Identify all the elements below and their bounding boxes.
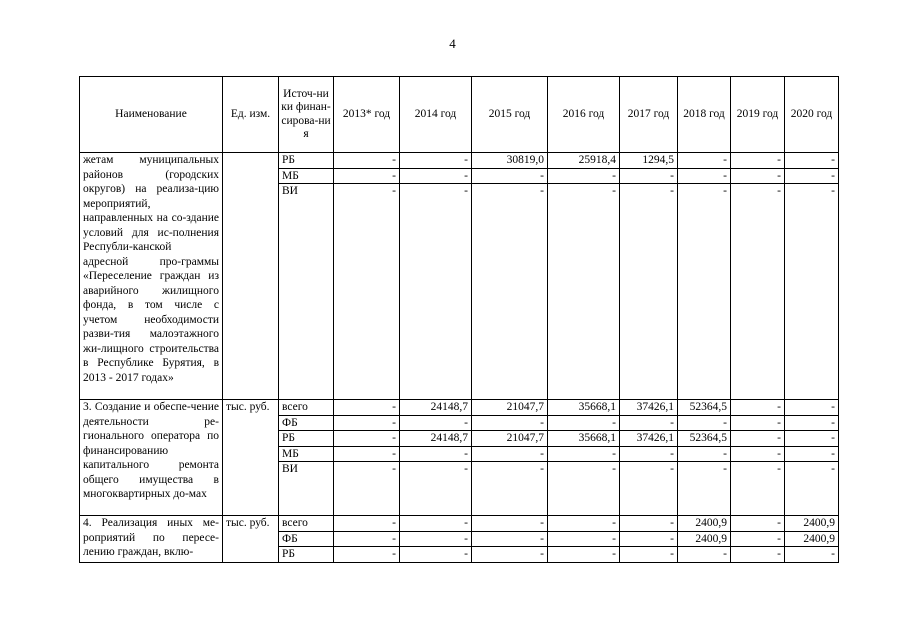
row-source: РБ <box>279 431 334 447</box>
cell-2020: - <box>785 168 839 184</box>
row-source: МБ <box>279 446 334 462</box>
cell-2020: - <box>785 153 839 169</box>
cell-2014: - <box>400 462 472 516</box>
cell-2019: - <box>731 168 785 184</box>
row-source: всего <box>279 516 334 532</box>
header-row <box>80 77 839 153</box>
cell-2018: - <box>678 168 731 184</box>
row-source: ВИ <box>279 184 334 400</box>
header-year-2015: 2015 год <box>472 77 548 153</box>
cell-2015: 21047,7 <box>472 400 548 416</box>
cell-2015: 21047,7 <box>472 431 548 447</box>
header-year-2017: 2017 год <box>620 77 678 153</box>
cell-2020: - <box>785 547 839 563</box>
cell-2019: - <box>731 547 785 563</box>
header-year-2018: 2018 год <box>678 77 731 153</box>
cell-2013: - <box>334 168 400 184</box>
header-year-2019: 2019 год <box>731 77 785 153</box>
cell-2016: 35668,1 <box>548 431 620 447</box>
cell-2014: - <box>400 415 472 431</box>
cell-2019: - <box>731 400 785 416</box>
cell-2015: - <box>472 415 548 431</box>
row-source: ВИ <box>279 462 334 516</box>
cell-2015: - <box>472 547 548 563</box>
cell-2017: - <box>620 168 678 184</box>
row-source: ФБ <box>279 415 334 431</box>
cell-2015: - <box>472 168 548 184</box>
cell-2020: - <box>785 400 839 416</box>
cell-2015: - <box>472 446 548 462</box>
cell-2018: 52364,5 <box>678 431 731 447</box>
row-unit <box>223 153 279 400</box>
cell-2018: 52364,5 <box>678 400 731 416</box>
cell-2013: - <box>334 516 400 532</box>
row-source: РБ <box>279 547 334 563</box>
cell-2014: - <box>400 547 472 563</box>
cell-2014: - <box>400 516 472 532</box>
cell-2016: - <box>548 446 620 462</box>
cell-2019: - <box>731 184 785 400</box>
cell-2016: - <box>548 462 620 516</box>
cell-2014: - <box>400 531 472 547</box>
cell-2013: - <box>334 184 400 400</box>
row-source: всего <box>279 400 334 416</box>
header-year-2013: 2013* год <box>334 77 400 153</box>
cell-2018: - <box>678 547 731 563</box>
cell-2015: - <box>472 184 548 400</box>
header-year-2020: 2020 год <box>785 77 839 153</box>
header-year-2016: 2016 год <box>548 77 620 153</box>
cell-2017: - <box>620 516 678 532</box>
cell-2020: 2400,9 <box>785 516 839 532</box>
cell-2018: - <box>678 446 731 462</box>
cell-2019: - <box>731 531 785 547</box>
cell-2014: - <box>400 168 472 184</box>
cell-2016: - <box>548 516 620 532</box>
header-unit: Ед. изм. <box>223 77 279 153</box>
cell-2017: 1294,5 <box>620 153 678 169</box>
cell-2014: 24148,7 <box>400 400 472 416</box>
cell-2014: - <box>400 184 472 400</box>
row-unit: тыс. руб. <box>223 400 279 516</box>
cell-2013: - <box>334 531 400 547</box>
table-row <box>80 153 839 169</box>
cell-2017: - <box>620 531 678 547</box>
cell-2018: - <box>678 184 731 400</box>
cell-2016: - <box>548 184 620 400</box>
cell-2013: - <box>334 446 400 462</box>
cell-2014: - <box>400 153 472 169</box>
cell-2017: 37426,1 <box>620 431 678 447</box>
cell-2017: 37426,1 <box>620 400 678 416</box>
cell-2019: - <box>731 153 785 169</box>
page-number: 4 <box>449 36 456 51</box>
cell-2016: - <box>548 415 620 431</box>
cell-2014: - <box>400 446 472 462</box>
row-name: 4. Реализация иных ме-роприятий по пересе-лению граждан, вклю- <box>80 516 223 563</box>
budget-table <box>79 76 839 563</box>
cell-2016: 25918,4 <box>548 153 620 169</box>
cell-2020: - <box>785 415 839 431</box>
row-name: 3. Создание и обеспе-чение деятельности ре-гионального оператора по финансированию капитального ремонта общего имущества в многоквартирных до-мах <box>80 400 223 516</box>
cell-2019: - <box>731 446 785 462</box>
header-name: Наименование <box>80 77 223 153</box>
cell-2020: - <box>785 431 839 447</box>
row-source: РБ <box>279 153 334 169</box>
cell-2019: - <box>731 462 785 516</box>
cell-2020: - <box>785 184 839 400</box>
cell-2015: - <box>472 516 548 532</box>
cell-2018: - <box>678 415 731 431</box>
cell-2017: - <box>620 462 678 516</box>
header-year-2014: 2014 год <box>400 77 472 153</box>
cell-2017: - <box>620 547 678 563</box>
cell-2014: 24148,7 <box>400 431 472 447</box>
cell-2015: - <box>472 462 548 516</box>
cell-2016: 35668,1 <box>548 400 620 416</box>
cell-2016: - <box>548 168 620 184</box>
row-source: ФБ <box>279 531 334 547</box>
cell-2018: 2400,9 <box>678 516 731 532</box>
cell-2013: - <box>334 153 400 169</box>
row-name: жетам муниципальных районов (городских округов) на реализа-цию мероприятий, направленных на со-здание условий для ис-полнения Республи-канской адресной про-граммы «Переселение граждан из аварийного жилищного фонда, в том числе с учетом необходимости разви-тия малоэтажного жи-лищного строительства в Республике Бурятия, в 2013 - 2017 годах» <box>80 153 223 400</box>
cell-2013: - <box>334 415 400 431</box>
cell-2020: - <box>785 462 839 516</box>
table-row <box>80 400 839 416</box>
cell-2018: - <box>678 462 731 516</box>
row-unit: тыс. руб. <box>223 516 279 563</box>
cell-2019: - <box>731 431 785 447</box>
cell-2016: - <box>548 531 620 547</box>
cell-2013: - <box>334 431 400 447</box>
cell-2018: 2400,9 <box>678 531 731 547</box>
cell-2013: - <box>334 400 400 416</box>
cell-2017: - <box>620 415 678 431</box>
cell-2019: - <box>731 415 785 431</box>
row-source: МБ <box>279 168 334 184</box>
cell-2017: - <box>620 184 678 400</box>
cell-2017: - <box>620 446 678 462</box>
cell-2020: - <box>785 446 839 462</box>
cell-2015: 30819,0 <box>472 153 548 169</box>
cell-2015: - <box>472 531 548 547</box>
cell-2020: 2400,9 <box>785 531 839 547</box>
cell-2019: - <box>731 516 785 532</box>
cell-2016: - <box>548 547 620 563</box>
table-row <box>80 516 839 532</box>
cell-2013: - <box>334 547 400 563</box>
cell-2018: - <box>678 153 731 169</box>
cell-2013: - <box>334 462 400 516</box>
header-source: Источ-ники финан-сирова-ния <box>279 77 334 153</box>
